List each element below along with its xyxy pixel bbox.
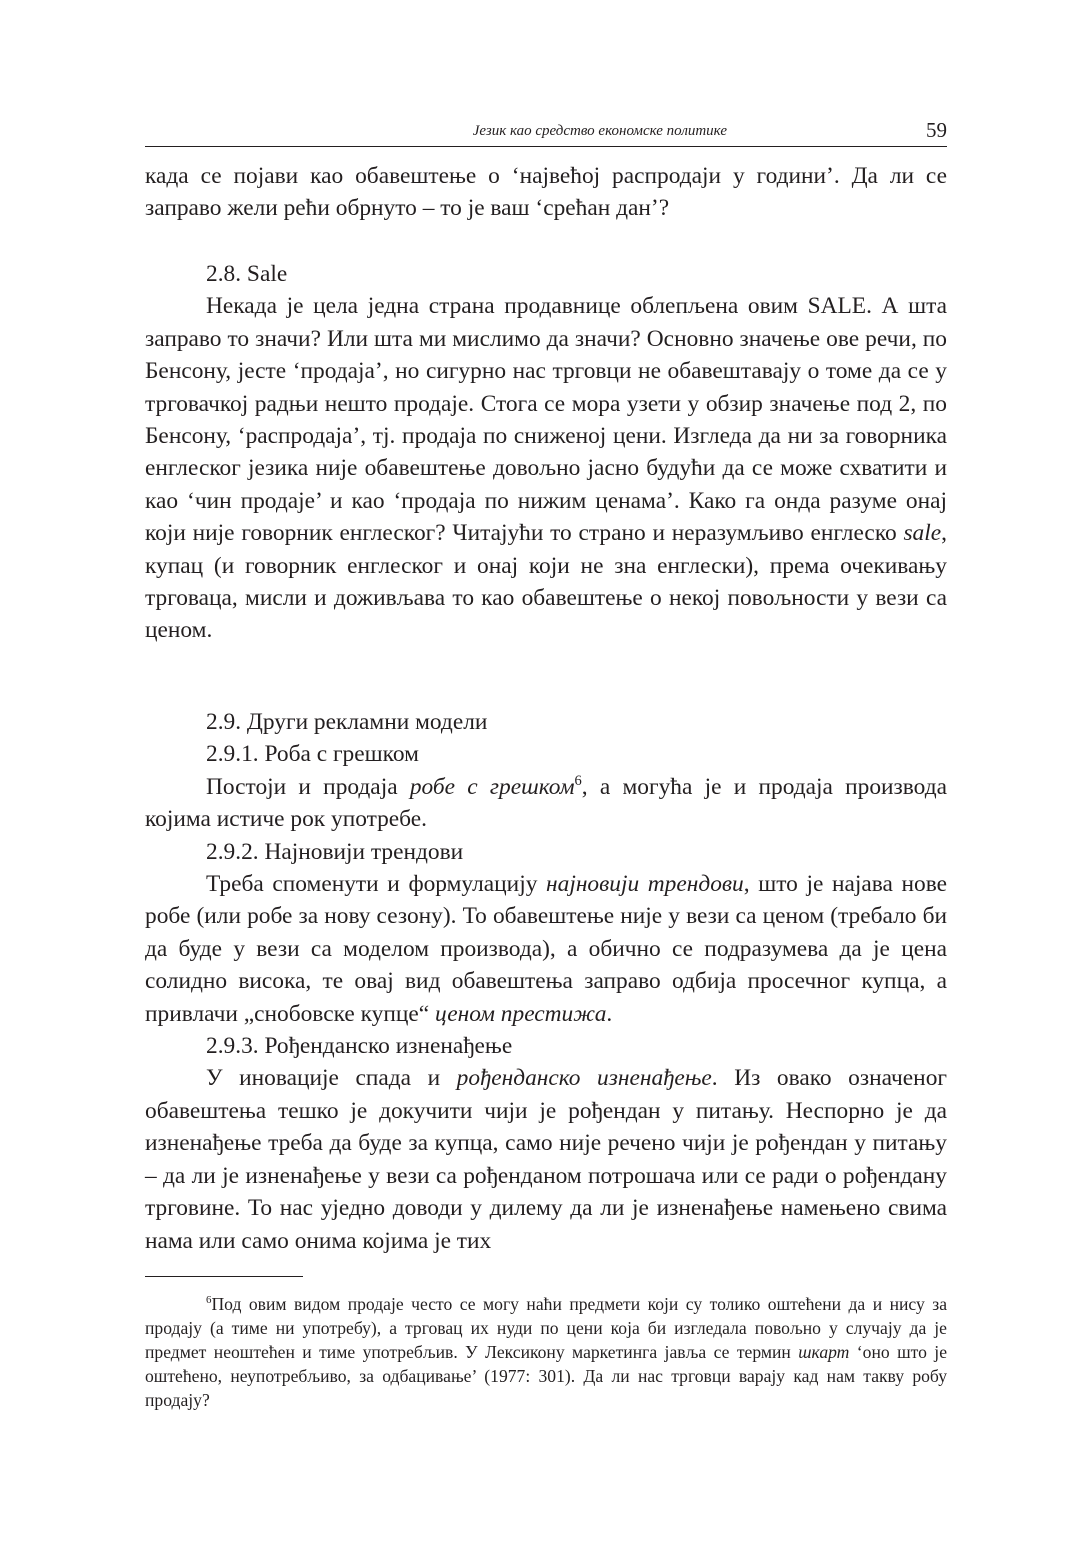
sale-italic-term: sale [903,520,942,547]
body-text-top [145,160,947,225]
section-heading-2-8: 2.8. Sale [206,261,288,287]
section-2-8 [145,258,947,647]
page [145,114,948,1410]
section-2-9 [145,706,947,1257]
birthday-paragraph [145,1062,947,1256]
footnote-reference[interactable]: 6 [574,773,582,790]
birthday-text-1: У иновације спада и [206,1065,457,1092]
footnote-text-2: ‘оно што је оштећено, неупотребљиво, за одбацивање’ (1977: 301). Да ли нас трговци варају кад нам такву робу продају? [145,1342,948,1410]
page-number: 59 [926,118,947,142]
intro-paragraph: када се појави као обавештење о ‘највећој распродаји у години’. Да ли се заправо жели рећи обрнуто – то је ваш ‘срећан дан’? [145,163,947,222]
birthday-text-2: . Из овако означеног обавештења тешко је докучити чији је рођендан у питању. Неспорно је да изненађење треба да буде за купца, само није речено чији је рођендан у питању – да ли је изненађење у вези са рођенданом потрошача или се ради о рођендану трговине. То нас уједно доводи у дилему да ли је изненађење намењено свима нама или само онима којима је тих [145,1065,947,1254]
trends-text-3: . [606,1000,613,1027]
footnote-italic-term: шкарт [798,1342,850,1362]
birthday-italic-term: рођенданско изненађење [456,1065,712,1092]
sale-paragraph [145,290,947,646]
footnote-number: 6 [206,1294,212,1307]
sale-paragraph-text-2: , купац (и говорник енглеског и онај који не зна енглески), према очекивању трговаца, мисли и доживљава то као обавештење о некој повољности у вези са ценом. [145,520,947,644]
trends-italic-term: најновији трендови [546,871,744,898]
footnote [145,1292,947,1412]
defective-italic-term: робе с грешком [409,773,575,800]
trends-text-1: Треба споменути и формулацију [206,871,547,898]
subsection-heading-2-9-3: 2.9.3. Рођенданско изненађење [206,1033,513,1060]
trends-text-2: , што је најава нове робе (или робе за нову сезону). То обавештење није у вези са ценом (требало би да буде у вези са моделом производа), а обично се подразумева да је цена солидно висока, те овај вид обавештења заправо одбија просечног купца, а привлачи „снобовске купце“ [145,871,947,1027]
defective-text-2: , а могућа је и продаја производа којима истиче рок употребе. [145,773,947,833]
footnote-separator [145,1276,303,1277]
running-title: Језик као средство економске политике [472,123,727,139]
defective-goods-paragraph [145,771,947,836]
subsection-heading-2-9-1: 2.9.1. Роба с грешком [206,741,419,768]
footnote-text-1: Под овим видом продаје често се могу наћи предмети који су толико оштећени да и нису за продају (а тиме ни употребу), а трговац их нуди по цени која би изгледала повољно у случају да је предмет неоштећен и тиме употребљив. У Лексикону маркетинга јавља се термин [145,1294,947,1362]
trends-paragraph [145,868,947,1030]
section-heading-2-9: 2.9. Други рекламни модели [206,709,488,735]
running-header [145,114,947,147]
defective-text-1: Постоји и продаја [206,773,410,800]
prestige-italic-term: ценом престижа [434,1000,607,1027]
sale-paragraph-text-1: Некада је цела једна страна продавнице облепљена овим SALE. А шта заправо то значи? Или шта ми мислимо да значи? Основно значење ове речи, по Бенсону, јесте ‘продаја’, но сигурно нас трговци не обавештавају о томе да се у трговачкој радњи нешто продаје. Стога се мора узети у обзир значење под 2, по Бенсону, ‘распродаја’, тј. продаја по сниженој цени. Изгледа да ни за говорника енглеског језика није обавештење довољно јасно будући да се може схватити и као ‘чин продаје’ и као ‘продаја по нижим ценама’. Како га онда разуме онај који није говорник енглеског? Читајући то страно и неразумљиво енглеско [145,293,947,547]
subsection-heading-2-9-2: 2.9.2. Најновији трендови [206,838,464,865]
